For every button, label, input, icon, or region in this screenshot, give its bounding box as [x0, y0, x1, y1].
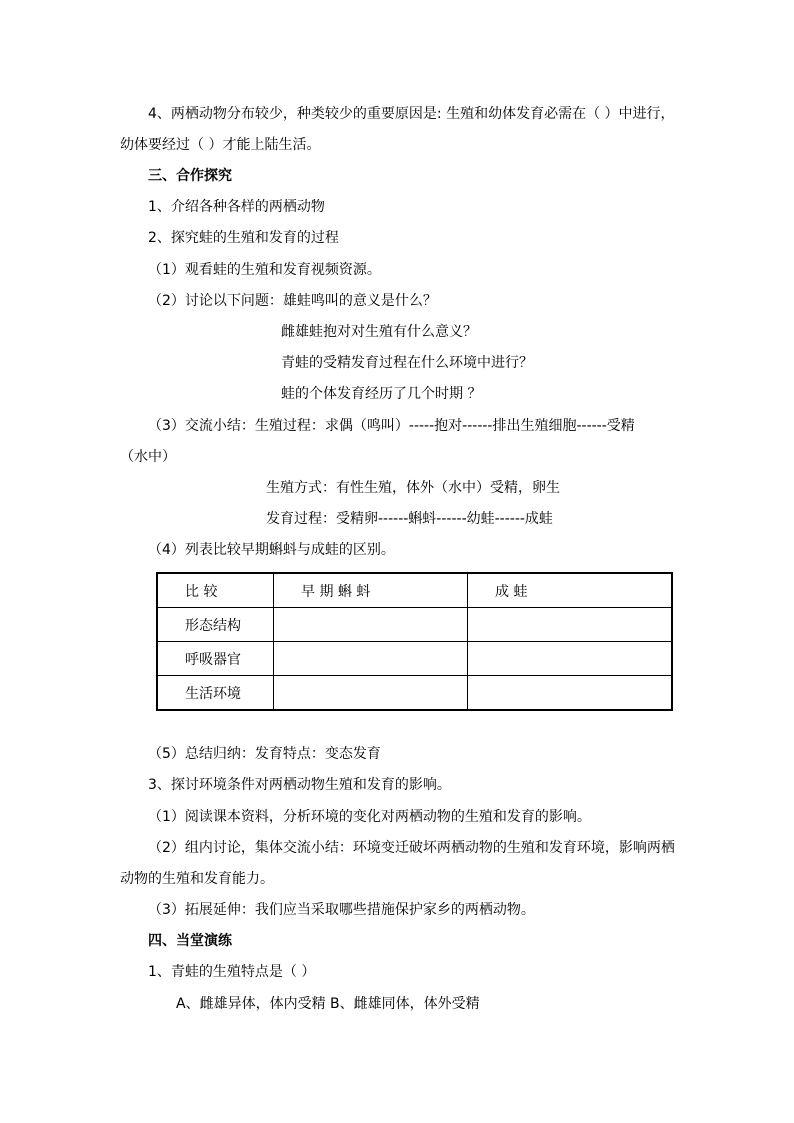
table-header-cell: 成 蛙	[468, 573, 673, 608]
table-row-label: 呼吸器官	[157, 642, 274, 676]
section-heading-cooperative-inquiry: 三、合作探究	[148, 168, 232, 184]
section-heading-classroom-practice: 四、当堂演练	[148, 933, 232, 949]
step-4: （4）列表比较早期蝌蚪与成蛙的区别。	[148, 542, 395, 558]
table-cell	[468, 676, 673, 711]
reproduction-mode: 生殖方式：有性生殖，体外（水中）受精，卵生	[266, 480, 560, 496]
discussion-question-2: 雌雄蛙抱对对生殖有什么意义？	[281, 324, 477, 340]
exercise-1: 1、青蛙的生殖特点是（ ）	[148, 964, 316, 980]
discussion-question-3: 青蛙的受精发育过程在什么环境中进行？	[281, 355, 533, 371]
table-cell	[468, 608, 673, 642]
env-step-2-line-2: 动物的生殖和发育能力。	[120, 871, 274, 887]
table-cell	[468, 642, 673, 676]
item-3: 3、探讨环境条件对两栖动物生殖和发育的影响。	[148, 777, 451, 793]
table-header-row	[157, 573, 672, 608]
table-cell	[274, 676, 468, 711]
table-row	[157, 676, 672, 711]
env-step-1: （1）阅读课本资料，分析环境的变化对两栖动物的生殖和发育的影响。	[148, 809, 591, 825]
table-cell	[274, 608, 468, 642]
item-2: 2、探究蛙的生殖和发育的过程	[148, 230, 339, 246]
table-header-cell: 比 较	[157, 573, 274, 608]
step-3-line-2: （水中）	[120, 449, 176, 465]
item-1: 1、介绍各种各样的两栖动物	[148, 199, 325, 215]
step-1: （1）观看蛙的生殖和发育视频资源。	[148, 262, 381, 278]
step-3-line-1: （3）交流小结：生殖过程：求偶（鸣叫）-----抱对------排出生殖细胞------受精	[148, 418, 635, 434]
exercise-1-options: A、雌雄异体，体内受精 B、雌雄同体，体外受精	[176, 996, 480, 1012]
comparison-table	[156, 572, 673, 711]
question-4-line-2: 幼体要经过（ ）才能上陆生活。	[120, 137, 321, 153]
table-header-cell: 早 期 蝌 蚪	[274, 573, 468, 608]
table-row	[157, 608, 672, 642]
step-5: （5）总结归纳：发育特点：变态发育	[148, 746, 381, 762]
discussion-question-4: 蛙的个体发育经历了几个时期 ？	[281, 386, 482, 402]
table-row-label: 形态结构	[157, 608, 274, 642]
table-row	[157, 642, 672, 676]
table-cell	[274, 642, 468, 676]
env-step-2-line-1: （2）组内讨论，集体交流小结：环境变迁破坏两栖动物的生殖和发育环境，影响两栖	[148, 840, 675, 856]
table-row-label: 生活环境	[157, 676, 274, 711]
env-step-3: （3）拓展延伸：我们应当采取哪些措施保护家乡的两栖动物。	[148, 902, 535, 918]
development-process: 发育过程：受精卵------蝌蚪------幼蛙------成蛙	[266, 511, 553, 527]
step-2: （2）讨论以下问题：雄蛙鸣叫的意义是什么？	[148, 293, 437, 309]
question-4-line-1: 4、两栖动物分布较少，种类较少的重要原因是: 生殖和幼体发育必需在（ ）中进行，	[148, 106, 675, 122]
